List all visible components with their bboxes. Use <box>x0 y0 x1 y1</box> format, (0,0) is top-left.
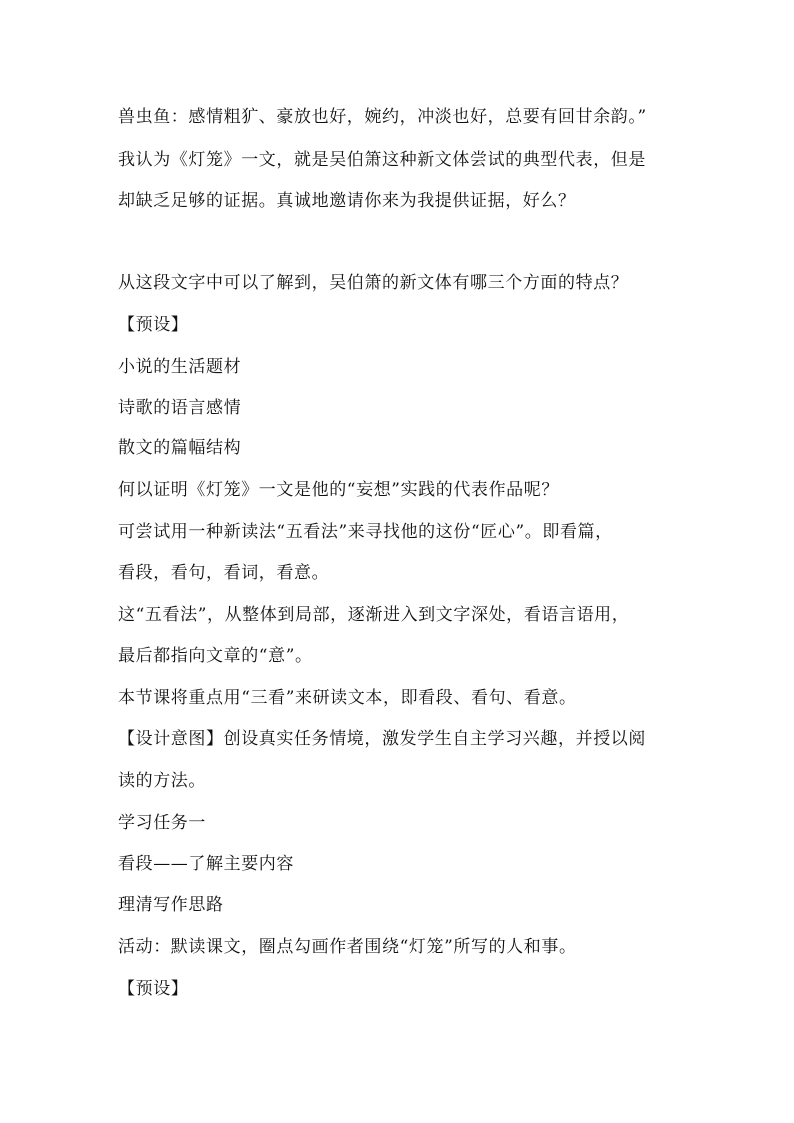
section-label: 【预设】 <box>118 979 189 999</box>
list-item: 散文的篇幅结构 <box>118 438 242 458</box>
text-line: 最后都指向文章的“意”。 <box>118 646 313 666</box>
text-line: 我认为《灯笼》一文，就是吴伯箫这种新文体尝试的典型代表，但是 <box>118 150 646 170</box>
section-label: 【预设】 <box>118 315 189 335</box>
text-line: 【设计意图】创设真实任务情境，激发学生自主学习兴趣，并授以阅 <box>118 729 646 749</box>
text-line: 却缺乏足够的证据。真诚地邀请你来为我提供证据，好么？ <box>118 191 576 211</box>
section-heading: 学习任务一 <box>118 813 206 833</box>
text-line: 活动：默读课文，圈点勾画作者围绕“灯笼”所写的人和事。 <box>118 937 577 957</box>
text-line: 兽虫鱼：感情粗犷、豪放也好，婉约，冲淡也好，总要有回甘余韵。” <box>118 107 647 127</box>
text-line: 从这段文字中可以了解到，吴伯箫的新文体有哪三个方面的特点？ <box>118 273 629 293</box>
text-line: 这“五看法”，从整体到局部，逐渐进入到文字深处，看语言语用， <box>118 605 630 625</box>
text-line: 看段，看句，看词，看意。 <box>118 563 330 583</box>
text-line: 可尝试用一种新读法“五看法”来寻找他的这份“匠心”。即看篇， <box>118 522 613 542</box>
text-line: 本节课将重点用“三看”来研读文本，即看段、看句、看意。 <box>118 688 577 708</box>
text-line: 看段——了解主要内容 <box>118 854 294 874</box>
text-line: 理清写作思路 <box>118 895 224 915</box>
text-line: 读的方法。 <box>118 771 206 791</box>
text-line: 何以证明《灯笼》一文是他的“妄想”实践的代表作品呢？ <box>118 480 559 500</box>
list-item: 小说的生活题材 <box>118 357 242 377</box>
list-item: 诗歌的语言感情 <box>118 398 242 418</box>
